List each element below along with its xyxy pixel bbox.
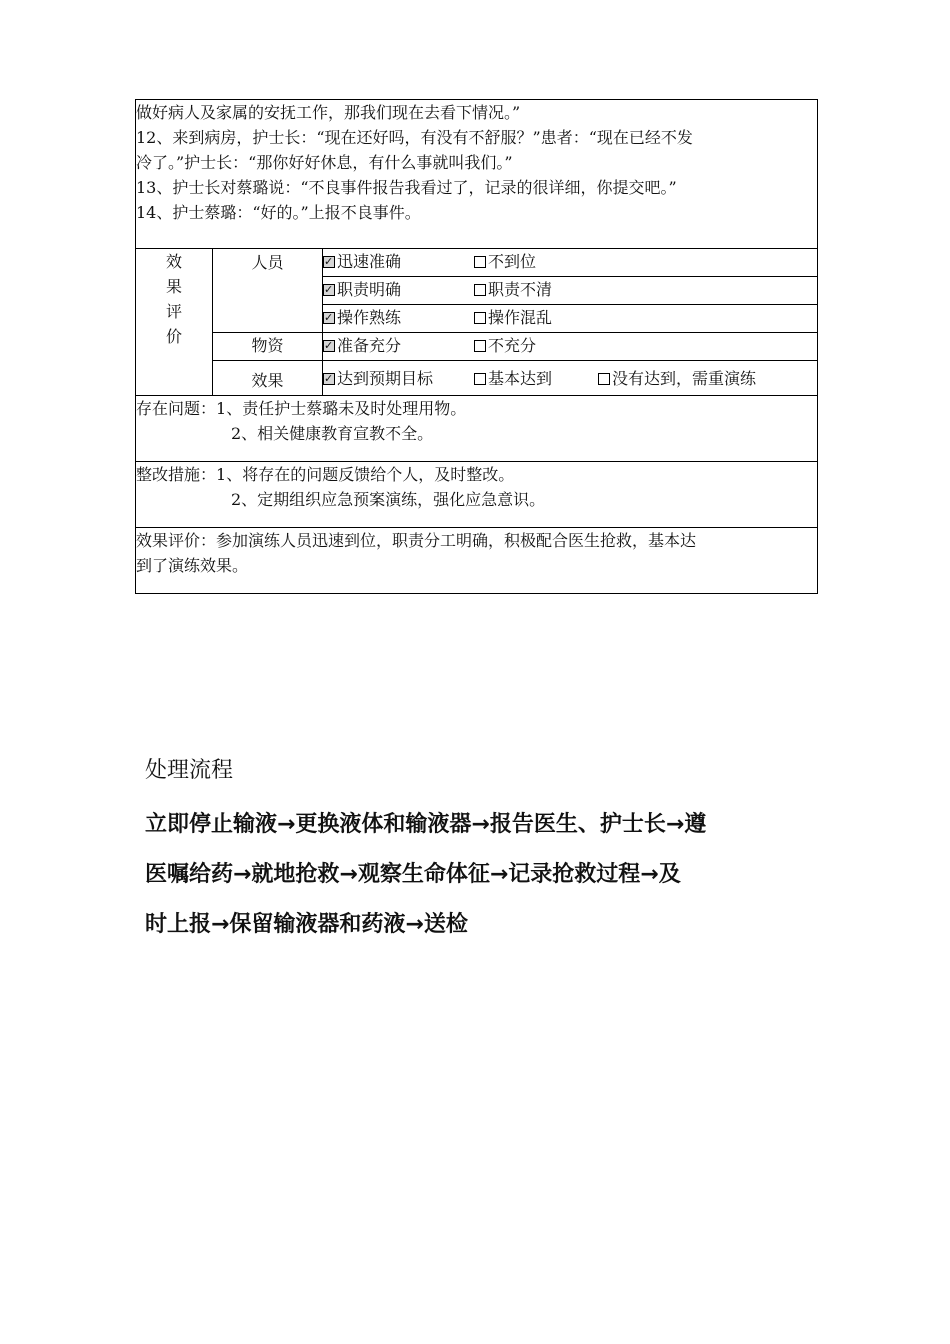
empty-box-icon bbox=[474, 256, 486, 268]
process-line: 时上报→保留输液器和药液→送检 bbox=[145, 912, 468, 937]
measures-cell bbox=[136, 462, 818, 528]
issue-item: 1、责任护士蔡璐未及时处理用物。 bbox=[216, 399, 467, 418]
eval-row-effect bbox=[136, 361, 818, 396]
option-row bbox=[323, 305, 818, 333]
option-checked[interactable]: ✓ 准备充分 bbox=[323, 333, 474, 358]
summary-line: 到了演练效果。 bbox=[136, 556, 249, 575]
process-title: 处理流程 bbox=[145, 758, 234, 783]
option-unchecked[interactable]: 不充分 bbox=[474, 333, 536, 358]
narrative-line: 做好病人及家属的安抚工作，那我们现在去看下情况。” bbox=[136, 103, 521, 122]
empty-box-icon bbox=[598, 373, 610, 385]
measure-item: 2、定期组织应急预案演练，强化应急意识。 bbox=[231, 490, 546, 509]
option-unchecked[interactable]: 基本达到 bbox=[474, 366, 598, 391]
narrative-line: 12、来到病房，护士长：“现在还好吗，有没有不舒服？”患者：“现在已经不发 bbox=[136, 128, 693, 147]
option-unchecked[interactable]: 职责不清 bbox=[474, 277, 552, 302]
option-row bbox=[323, 249, 818, 277]
measures-label: 整改措施： bbox=[136, 465, 217, 484]
issue-item: 2、相关健康教育宣教不全。 bbox=[231, 424, 434, 443]
narrative-line: 冷了。”护士长：“那你好好休息，有什么事就叫我们。” bbox=[136, 153, 513, 172]
issues-row bbox=[136, 396, 818, 462]
summary-cell bbox=[136, 528, 818, 594]
checked-box-icon bbox=[323, 340, 335, 352]
empty-box-icon bbox=[474, 312, 486, 324]
summary-line: 效果评价：参加演练人员迅速到位，职责分工明确，积极配合医生抢救，基本达 bbox=[136, 531, 697, 550]
option-checked[interactable]: ✓职责明确 bbox=[323, 277, 474, 302]
option-unchecked[interactable]: 不到位 bbox=[474, 249, 536, 274]
personnel-label: 人员 bbox=[213, 249, 323, 333]
summary-row bbox=[136, 528, 818, 594]
option-row bbox=[323, 333, 818, 361]
option-unchecked[interactable]: 操作混乱 bbox=[474, 305, 552, 330]
checked-box-icon bbox=[323, 256, 335, 268]
narrative-row bbox=[136, 100, 818, 249]
measure-item: 1、将存在的问题反馈给个人，及时整改。 bbox=[216, 465, 515, 484]
empty-box-icon bbox=[474, 284, 486, 296]
eval-section-label: 效 果 评 价 bbox=[136, 249, 213, 396]
measures-row bbox=[136, 462, 818, 528]
checked-box-icon bbox=[323, 373, 335, 385]
issues-cell bbox=[136, 396, 818, 462]
narrative-line: 14、护士蔡璐：“好的。”上报不良事件。 bbox=[136, 203, 421, 222]
process-line: 立即停止输液→更换液体和输液器→报告医生、护士长→遵 bbox=[145, 812, 707, 837]
option-unchecked[interactable]: 没有达到，需重演练 bbox=[598, 366, 756, 391]
drill-record-table bbox=[135, 99, 818, 594]
process-flow bbox=[145, 800, 825, 950]
empty-box-icon bbox=[474, 373, 486, 385]
checked-box-icon bbox=[323, 312, 335, 324]
option-row bbox=[323, 361, 818, 396]
eval-row-personnel-1 bbox=[136, 249, 818, 277]
checked-box-icon bbox=[323, 284, 335, 296]
empty-box-icon bbox=[474, 340, 486, 352]
narrative-cell bbox=[136, 100, 818, 249]
option-row bbox=[323, 277, 818, 305]
option-checked[interactable]: ✓ 达到预期目标 bbox=[323, 366, 474, 391]
option-checked[interactable]: ✓操作熟练 bbox=[323, 305, 474, 330]
eval-row-materials bbox=[136, 333, 818, 361]
issues-label: 存在问题： bbox=[136, 399, 217, 418]
materials-label: 物资 bbox=[213, 333, 323, 361]
process-line: 医嘱给药→就地抢救→观察生命体征→记录抢救过程→及 bbox=[145, 862, 681, 887]
effect-label: 效果 bbox=[213, 361, 323, 396]
narrative-line: 13、护士长对蔡璐说：“不良事件报告我看过了，记录的很详细，你提交吧。” bbox=[136, 178, 677, 197]
option-checked[interactable]: ✓ 迅速准确 bbox=[323, 249, 474, 274]
